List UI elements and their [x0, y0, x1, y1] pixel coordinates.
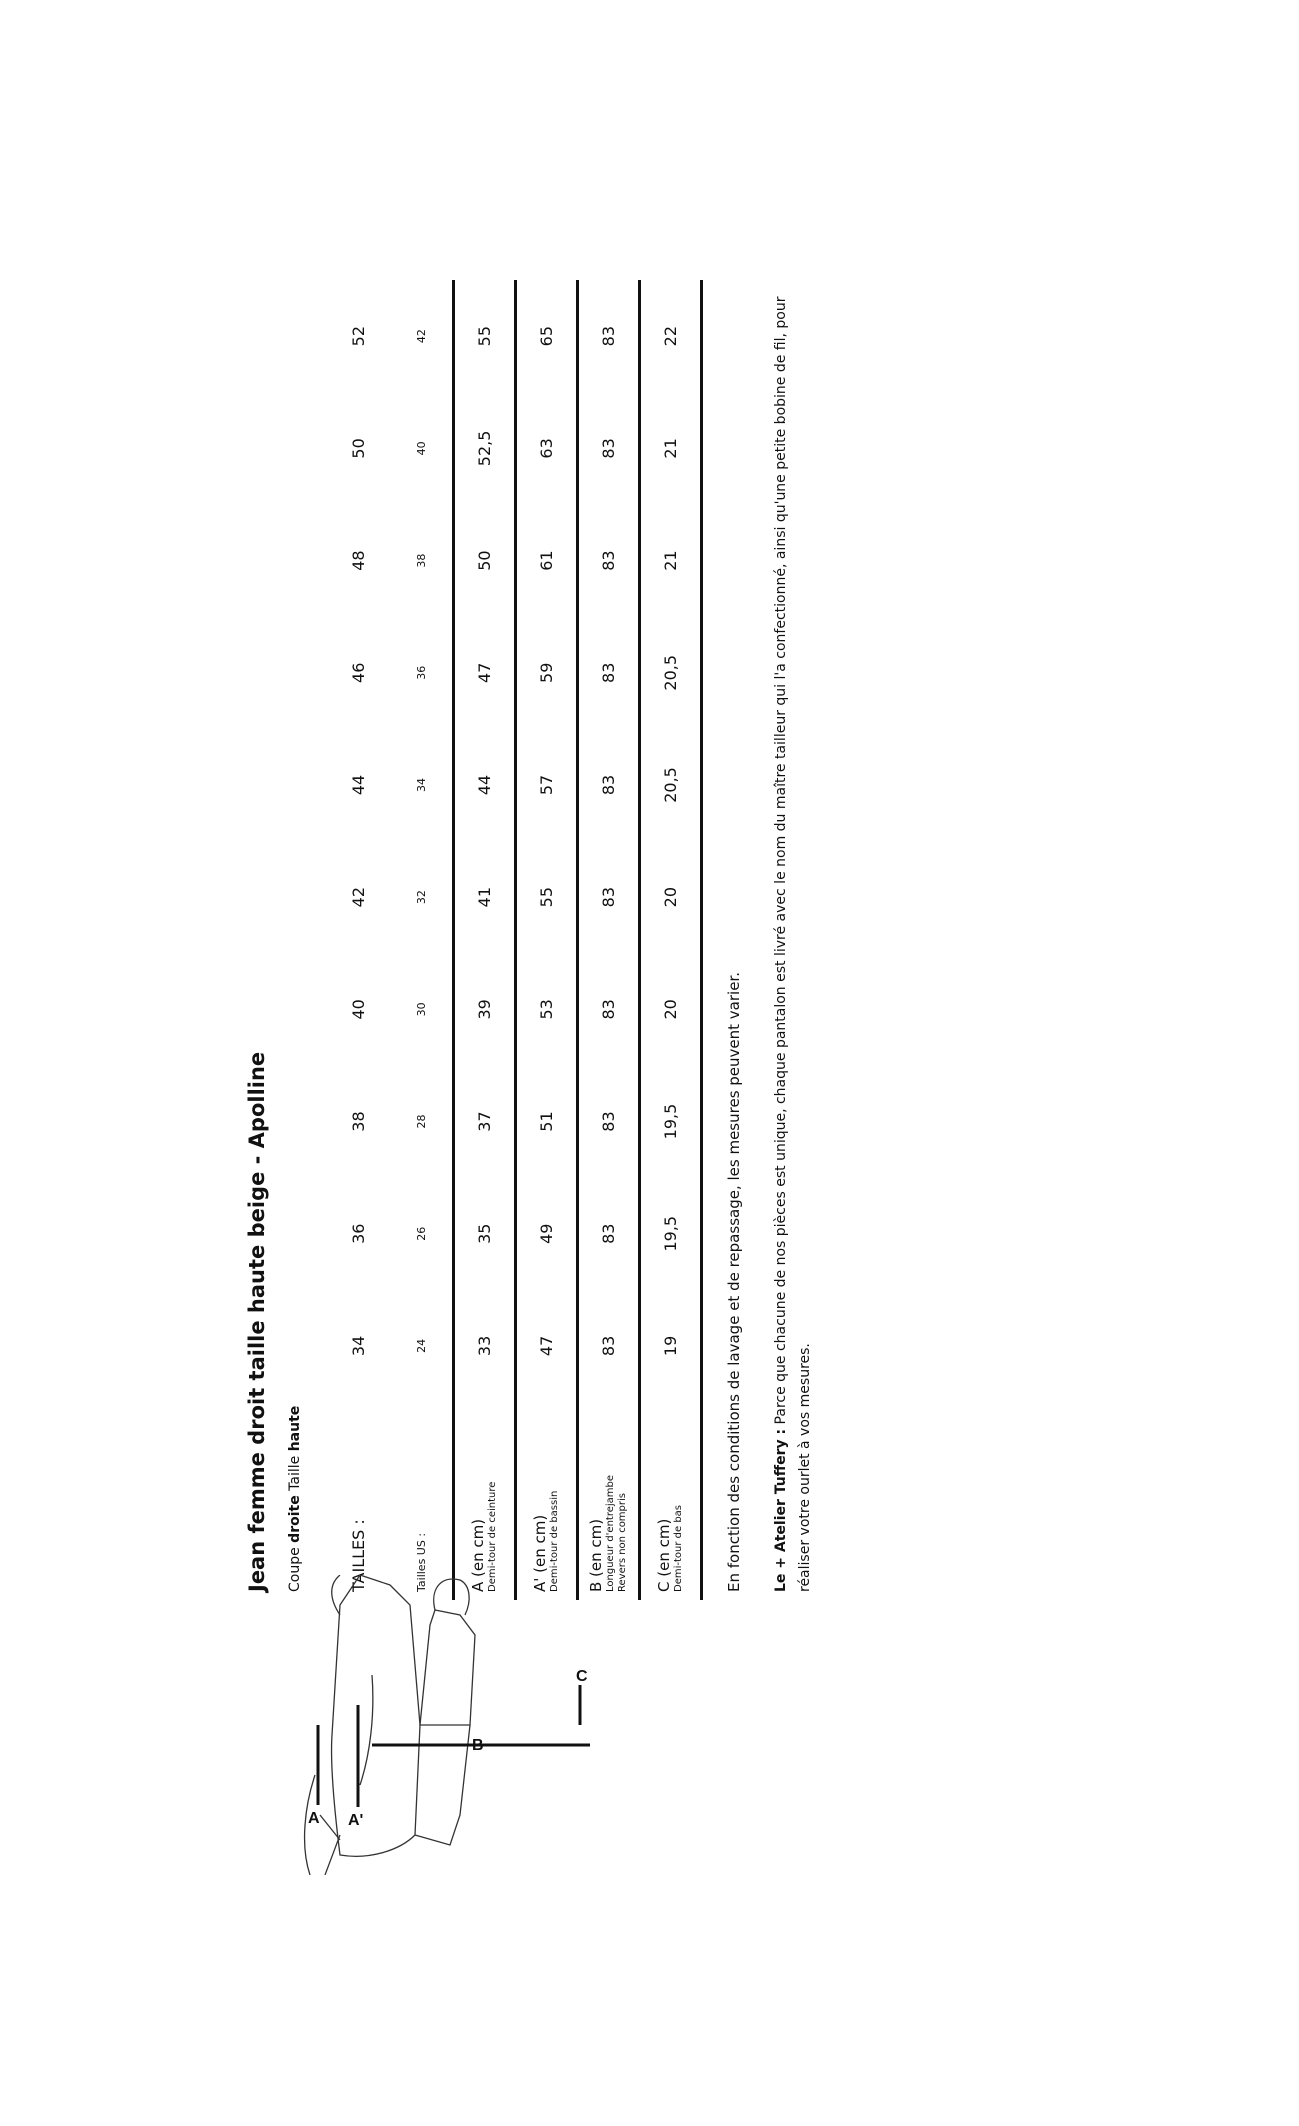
- care-note: En fonction des conditions de lavage et de repassage, les mesures peuvent varier.: [725, 972, 743, 1592]
- us-size-cell: 32: [414, 890, 428, 905]
- measurement-value: 83: [598, 1111, 618, 1132]
- measurement-row: [639, 280, 701, 1600]
- us-size-cell: 42: [414, 329, 428, 344]
- label-a-prime: A': [348, 1812, 364, 1829]
- atelier-note: [769, 292, 817, 1592]
- measurement-value: 49: [536, 1223, 556, 1244]
- measurement-value: 52,5: [474, 430, 494, 467]
- measurement-description: Demi-tour de ceinture: [486, 1481, 498, 1592]
- size-cell: 36: [348, 1223, 368, 1244]
- measurement-value: 33: [474, 1335, 494, 1357]
- measurement-value: 22: [660, 325, 680, 347]
- jeans-lower-leg-outline: [420, 1610, 475, 1725]
- measurement-value: 57: [536, 774, 556, 796]
- measurement-value: 19: [660, 1335, 680, 1357]
- measurement-value: 53: [536, 999, 556, 1020]
- measurement-value: 61: [536, 550, 556, 571]
- subtitle-prefix: Coupe: [287, 1547, 303, 1592]
- size-cell: 34: [348, 1335, 368, 1357]
- measurement-description: Demi-tour de bassin: [548, 1490, 560, 1592]
- measurement-value: 50: [474, 550, 494, 571]
- size-table: [325, 280, 703, 1600]
- measurement-value: 83: [598, 1335, 618, 1357]
- measurement-value: 39: [474, 999, 494, 1020]
- measurement-name: B (en cm): [586, 1518, 605, 1592]
- measurement-value: 65: [536, 325, 556, 347]
- shoe-top-outline: [332, 1575, 340, 1615]
- measurement-label: [453, 1402, 515, 1600]
- jeans-upper-outline: [332, 1575, 420, 1856]
- label-c: C: [576, 1668, 588, 1685]
- us-size-cell: 28: [414, 1114, 428, 1129]
- size-cell: 40: [348, 999, 368, 1020]
- measurement-row: [577, 280, 639, 1600]
- measurement-value: 83: [598, 999, 618, 1020]
- shoe-outline: [434, 1579, 469, 1615]
- us-size-cell: 40: [414, 441, 428, 456]
- us-size-cell: 36: [414, 665, 428, 680]
- measurement-value: 83: [598, 325, 618, 347]
- size-cell: 42: [348, 886, 368, 908]
- size-cell: 52: [348, 325, 368, 347]
- size-cell: 38: [348, 1111, 368, 1132]
- size-cell: 46: [348, 662, 368, 683]
- measurement-description: Demi-tour de bas: [672, 1504, 684, 1592]
- measurement-value: 83: [598, 438, 618, 459]
- us-size-cell: 38: [414, 553, 428, 568]
- measurement-value: 83: [598, 774, 618, 796]
- subtitle-mid: Taille: [287, 1455, 303, 1491]
- subtitle-rise: haute: [287, 1405, 303, 1452]
- us-size-cell: 34: [414, 777, 428, 792]
- page-title: Jean femme droit taille haute beige - Apolline: [245, 1051, 269, 1592]
- subtitle-cut: droite: [287, 1495, 303, 1543]
- measurement-value: 63: [536, 438, 556, 459]
- measurement-name: A' (en cm): [530, 1514, 549, 1592]
- measurement-label: [639, 1402, 701, 1600]
- measurement-value: 51: [536, 1111, 556, 1132]
- us-size-cell: 26: [414, 1226, 428, 1241]
- measurement-description: Longueur d'entrejambe Revers non compris: [604, 1474, 628, 1592]
- size-cell: 50: [348, 438, 368, 459]
- seam-line: [360, 1675, 373, 1785]
- measurement-value: 21: [660, 438, 680, 459]
- measurement-value: 19,5: [660, 1215, 680, 1252]
- atelier-text: Parce que chacune de nos pièces est unique, chaque pantalon est livré avec le nom du maître tailleur qui l'a confectionné, ainsi qu'une petite bobine de fil, pour réaliser votre ourlet à vos mesures.: [773, 296, 813, 1592]
- measurement-value: 20: [660, 999, 680, 1020]
- size-cell: 48: [348, 550, 368, 571]
- size-cell: 44: [348, 774, 368, 796]
- measurement-value: 83: [598, 550, 618, 571]
- measurement-value: 19,5: [660, 1103, 680, 1140]
- size-guide-sheet: [245, 200, 845, 1600]
- measurement-value: 20: [660, 886, 680, 908]
- measurement-value: 83: [598, 662, 618, 683]
- measurement-value: 20,5: [660, 654, 680, 691]
- measurement-value: 41: [474, 886, 494, 908]
- atelier-lead: Le + Atelier Tuffery :: [773, 1428, 789, 1592]
- measurement-label: [515, 1402, 577, 1600]
- hip-line: [415, 1725, 470, 1845]
- measurement-row: [515, 280, 577, 1600]
- table-header-row: [325, 280, 391, 1600]
- measurement-value: 44: [474, 774, 494, 796]
- label-a: A: [308, 1810, 320, 1827]
- measurement-value: 59: [536, 662, 556, 683]
- measurement-row: [453, 280, 515, 1600]
- us-label: Tailles US :: [414, 1532, 428, 1592]
- measurement-name: A (en cm): [468, 1518, 487, 1592]
- measurement-label: [577, 1402, 639, 1600]
- measurement-value: 21: [660, 550, 680, 571]
- measurement-value: 83: [598, 886, 618, 908]
- header-label: TAILLES :: [348, 1519, 368, 1592]
- measurement-value: 55: [536, 886, 556, 908]
- measurement-value: 55: [474, 325, 494, 347]
- us-size-cell: 24: [414, 1338, 428, 1353]
- measurement-value: 83: [598, 1223, 618, 1244]
- jeans-measurement-illustration: [300, 1575, 860, 1875]
- measurement-value: 35: [474, 1223, 494, 1244]
- table-us-row: [391, 280, 453, 1600]
- measurement-value: 47: [474, 662, 494, 683]
- shirt-hem: [325, 1835, 340, 1875]
- measurement-value: 47: [536, 1335, 556, 1357]
- us-size-cell: 30: [414, 1002, 428, 1017]
- measurement-name: C (en cm): [654, 1518, 673, 1592]
- label-b: B: [472, 1737, 484, 1754]
- page-subtitle: [287, 1406, 303, 1592]
- measurement-value: 37: [474, 1111, 494, 1132]
- measurement-value: 20,5: [660, 767, 680, 803]
